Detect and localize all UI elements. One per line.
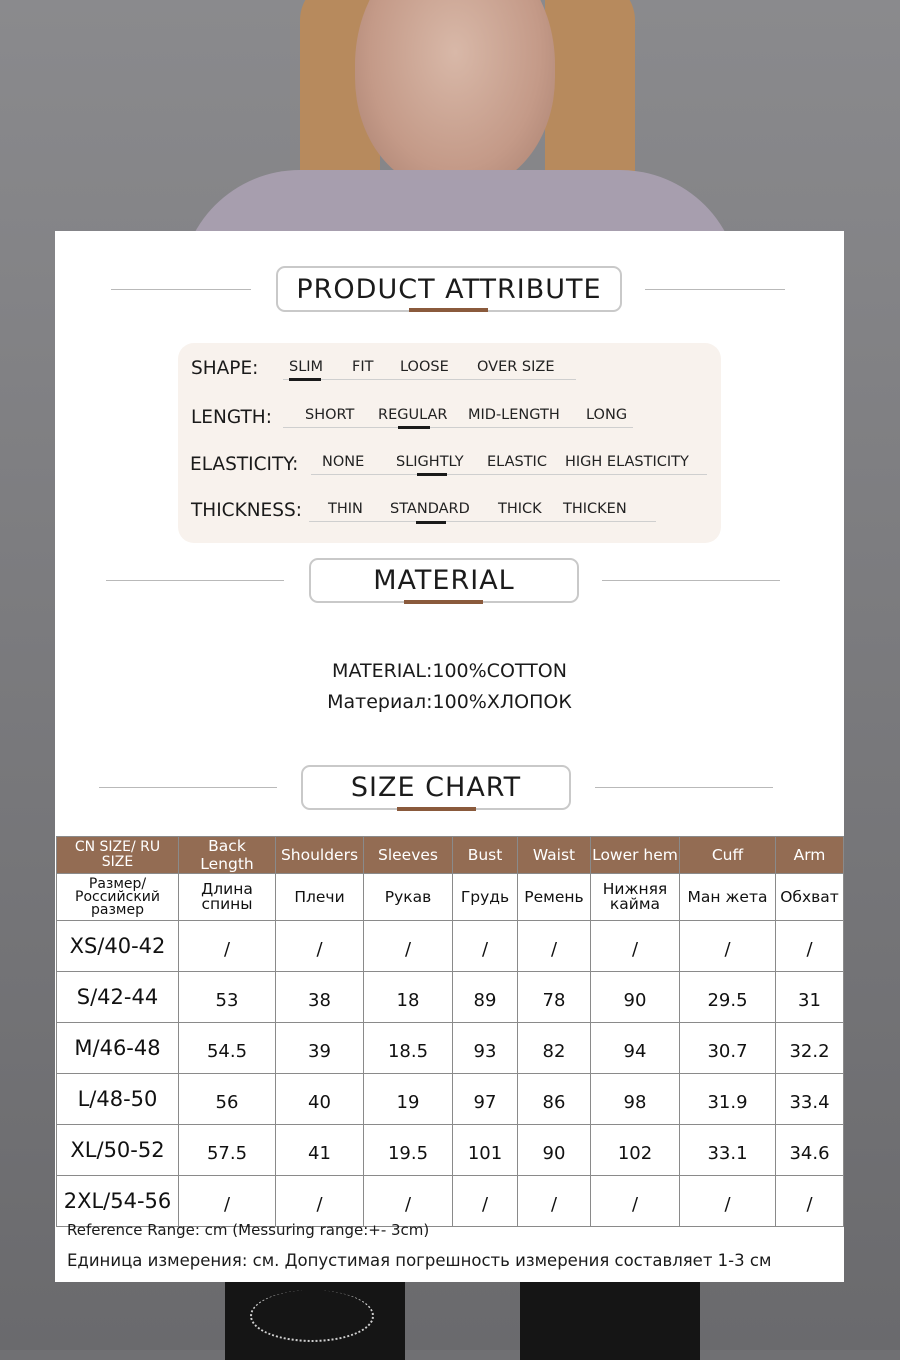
table-cell: / (680, 1176, 776, 1227)
table-cell: Рукав (364, 874, 453, 921)
table-cell: / (276, 921, 364, 972)
model-pants (520, 1270, 700, 1360)
table-cell: 32.2 (776, 1023, 844, 1074)
heading-rule (645, 289, 785, 290)
table-cell: Waist (518, 837, 591, 874)
table-cell: 89 (453, 972, 518, 1023)
section-title-attribute: PRODUCT ATTRIBUTE (276, 266, 622, 312)
table-row (57, 1125, 844, 1176)
table-cell: / (453, 921, 518, 972)
selected-marker (289, 378, 321, 381)
table-cell: 78 (518, 972, 591, 1023)
table-cell: Bust (453, 837, 518, 874)
model-face (355, 0, 555, 190)
attr-option: LOOSE (400, 359, 449, 375)
section-title-size-chart: SIZE CHART (301, 765, 571, 810)
table-cell: Arm (776, 837, 844, 874)
heading-rule (106, 580, 284, 581)
attr-option: REGULAR (378, 407, 448, 423)
table-cell: / (179, 921, 276, 972)
table-cell: / (591, 921, 680, 972)
attr-label-shape: SHAPE: (191, 358, 259, 379)
table-cell: 34.6 (776, 1125, 844, 1176)
heading-rule (595, 787, 773, 788)
table-cell: Ремень (518, 874, 591, 921)
heading-accent-bar (397, 807, 476, 811)
table-cell: Back Length (179, 837, 276, 874)
size-label-cell: S/42-44 (57, 972, 179, 1023)
attr-label-length: LENGTH: (191, 407, 272, 428)
table-cell: 31.9 (680, 1074, 776, 1125)
table-cell: 33.1 (680, 1125, 776, 1176)
table-cell: / (591, 1176, 680, 1227)
table-cell: 18.5 (364, 1023, 453, 1074)
attr-option: OVER SIZE (477, 359, 555, 375)
attr-option: ELASTIC (487, 454, 547, 470)
table-cell: Sleeves (364, 837, 453, 874)
table-cell: / (179, 1176, 276, 1227)
heading-accent-bar (409, 308, 488, 312)
material-line-en: MATERIAL:100%COTTON (332, 660, 567, 682)
size-label-cell: XL/50-52 (57, 1125, 179, 1176)
table-row (57, 1176, 844, 1227)
table-cell: 19.5 (364, 1125, 453, 1176)
table-cell: / (518, 921, 591, 972)
selected-marker (417, 473, 447, 476)
size-chart-table (56, 836, 844, 1227)
table-row (57, 1074, 844, 1125)
attr-option: SHORT (305, 407, 355, 423)
material-line-ru: Материал:100%ХЛОПОК (327, 691, 572, 713)
table-cell: 90 (518, 1125, 591, 1176)
attr-option: SLIM (289, 359, 324, 375)
model-chain (250, 1290, 374, 1342)
table-cell: / (453, 1176, 518, 1227)
table-cell: 86 (518, 1074, 591, 1125)
size-label-cell: CN SIZE/ RU SIZE (57, 837, 179, 874)
table-cell: / (276, 1176, 364, 1227)
table-cell: Обхват (776, 874, 844, 921)
attr-option: MID-LENGTH (468, 407, 560, 423)
table-cell: 56 (179, 1074, 276, 1125)
attr-label-thickness: THICKNESS: (191, 500, 302, 521)
info-card (55, 231, 844, 1282)
selected-marker (416, 521, 446, 524)
table-cell: 54.5 (179, 1023, 276, 1074)
attr-option: FIT (352, 359, 374, 375)
table-cell: / (680, 921, 776, 972)
heading-rule (111, 289, 251, 290)
table-cell: / (776, 1176, 844, 1227)
table-cell: Lower hem (591, 837, 680, 874)
table-row (57, 921, 844, 972)
attr-option: LONG (586, 407, 628, 423)
table-cell: Shoulders (276, 837, 364, 874)
table-cell: / (364, 921, 453, 972)
table-cell: 30.7 (680, 1023, 776, 1074)
table-cell: 94 (591, 1023, 680, 1074)
heading-rule (602, 580, 780, 581)
table-row (57, 1023, 844, 1074)
table-cell: 18 (364, 972, 453, 1023)
table-cell: Плечи (276, 874, 364, 921)
selected-marker (398, 426, 430, 429)
attr-option: NONE (322, 454, 365, 470)
attribute-panel (178, 343, 721, 543)
attr-rule (283, 379, 576, 380)
table-cell: / (364, 1176, 453, 1227)
table-cell: Cuff (680, 837, 776, 874)
section-title-material: MATERIAL (309, 558, 579, 603)
table-cell: Ман жета (680, 874, 776, 921)
table-cell: Нижняя кайма (591, 874, 680, 921)
attr-rule (309, 521, 656, 522)
table-cell: 19 (364, 1074, 453, 1125)
attr-option: HIGH ELASTICITY (565, 454, 689, 470)
table-cell: 102 (591, 1125, 680, 1176)
table-cell: / (518, 1176, 591, 1227)
attr-option: THIN (328, 501, 363, 517)
table-cell: Длина спины (179, 874, 276, 921)
table-header-row (57, 837, 844, 874)
size-label-cell: Размер/ Российский размер (57, 874, 179, 921)
table-cell: 90 (591, 972, 680, 1023)
table-cell: 40 (276, 1074, 364, 1125)
table-cell: 29.5 (680, 972, 776, 1023)
table-cell: 82 (518, 1023, 591, 1074)
table-cell: 53 (179, 972, 276, 1023)
attr-option: SLIGHTLY (396, 454, 464, 470)
table-cell: Грудь (453, 874, 518, 921)
table-cell: 33.4 (776, 1074, 844, 1125)
size-label-cell: 2XL/54-56 (57, 1176, 179, 1227)
attr-rule (283, 427, 633, 428)
table-subheader-row (57, 874, 844, 921)
table-cell: 31 (776, 972, 844, 1023)
reference-note-en: Reference Range: cm (Messuring range:+- 3cm) (67, 1221, 430, 1239)
table-cell: 38 (276, 972, 364, 1023)
table-cell: 101 (453, 1125, 518, 1176)
attr-label-elasticity: ELASTICITY: (190, 454, 299, 475)
attr-option: THICK (498, 501, 542, 517)
table-cell: 57.5 (179, 1125, 276, 1176)
size-label-cell: L/48-50 (57, 1074, 179, 1125)
heading-rule (99, 787, 277, 788)
reference-note-ru: Единица измерения: см. Допустимая погрешность измерения составляет 1-3 см (67, 1251, 772, 1270)
table-cell: 93 (453, 1023, 518, 1074)
attr-rule (311, 474, 707, 475)
attr-option: THICKEN (563, 501, 627, 517)
size-label-cell: M/46-48 (57, 1023, 179, 1074)
heading-accent-bar (404, 600, 483, 604)
table-cell: / (776, 921, 844, 972)
size-label-cell: XS/40-42 (57, 921, 179, 972)
table-cell: 97 (453, 1074, 518, 1125)
table-cell: 41 (276, 1125, 364, 1176)
table-row (57, 972, 844, 1023)
attr-option: STANDARD (390, 501, 470, 517)
table-cell: 39 (276, 1023, 364, 1074)
table-cell: 98 (591, 1074, 680, 1125)
